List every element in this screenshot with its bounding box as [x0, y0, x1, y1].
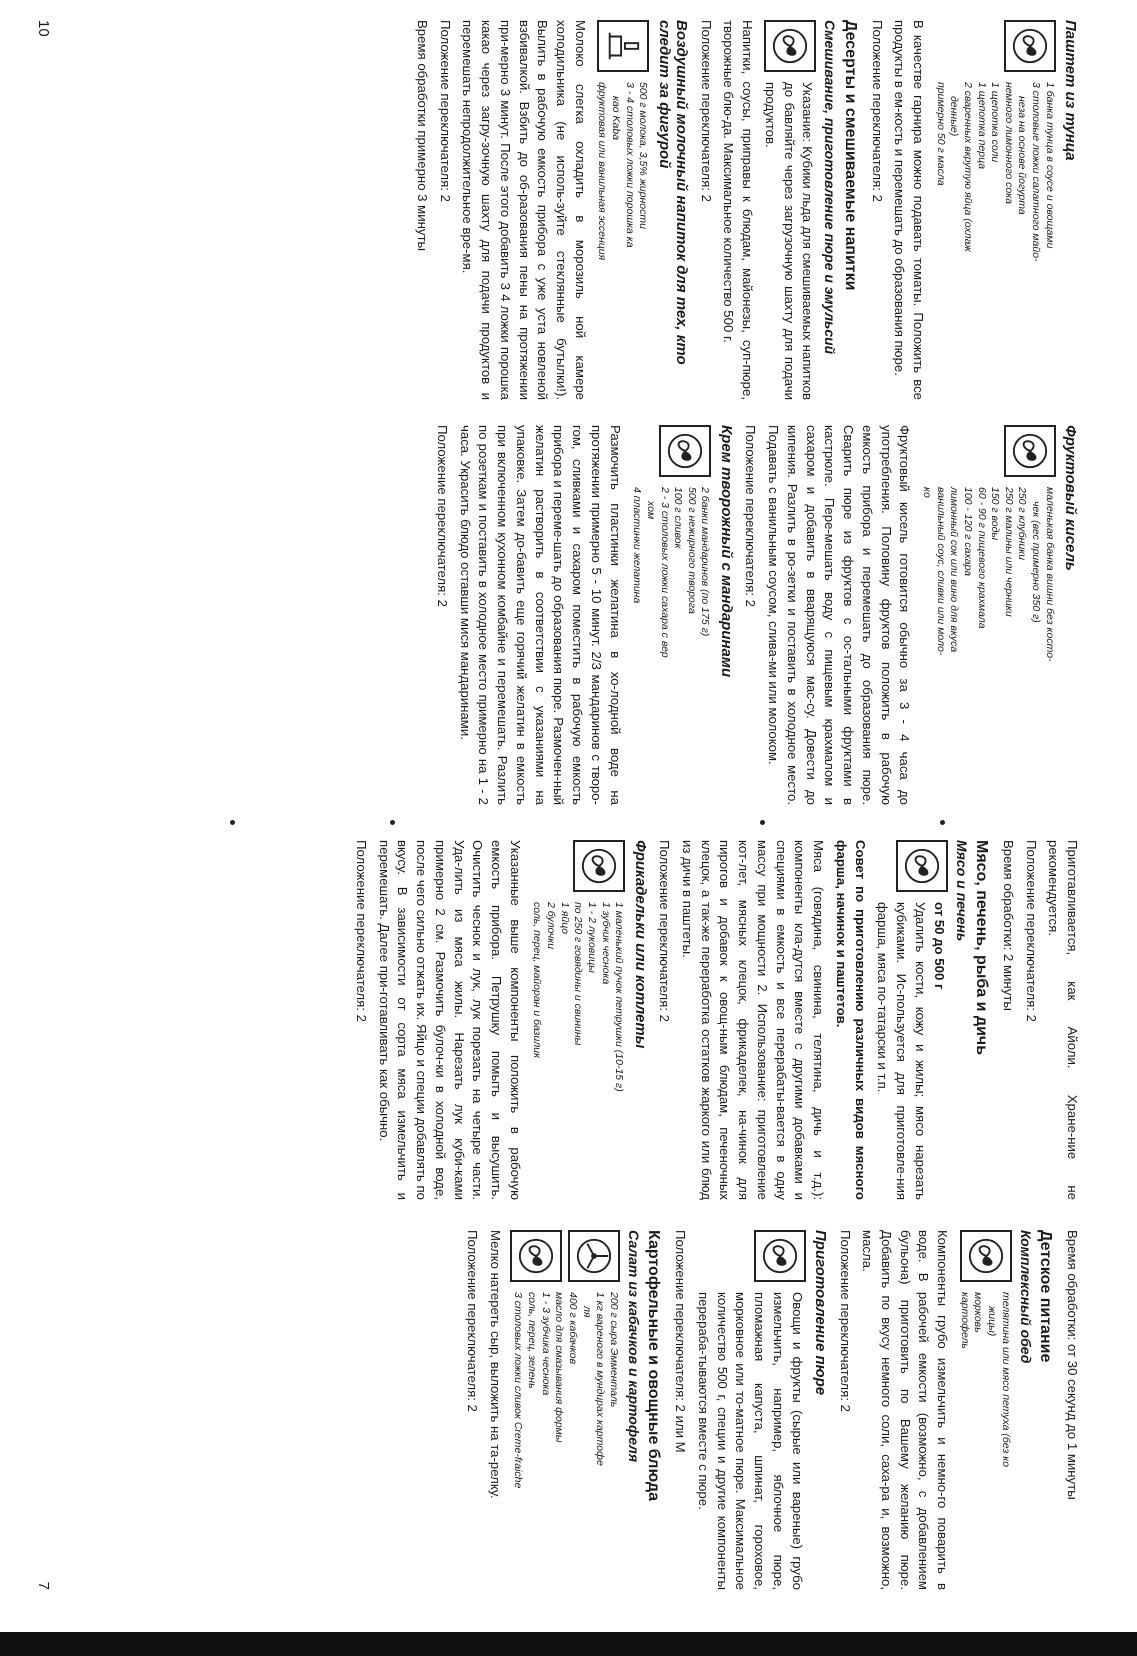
- blade-knife-icon: [1004, 20, 1056, 72]
- gutter-mark: [230, 820, 235, 825]
- tuna-text: В качестве гарнира можно подавать томаты. Положить все продукты в ем-кость и перемешать до образования пюре.: [892, 20, 926, 400]
- milk-ingredients: 500 г молока, 3,5% жирности 3 - 4 столовых ложки порошка ка као Kaba фруктовая или ванильная эссенция: [596, 82, 650, 261]
- cream-switch: Положение переключателя: 2: [435, 425, 451, 607]
- blade-knife-icon: [764, 20, 816, 72]
- meat-switch: Положение переключателя: 2: [657, 840, 673, 1022]
- baby-ingredients: телятина или мясо петуха (без ко жицы) морковь картофель: [958, 1292, 1012, 1468]
- page-number-right: 7: [35, 1581, 52, 1590]
- puree-note-block: [693, 1230, 805, 1590]
- puree-switch: Положение переключателя: 2 или M: [673, 1230, 689, 1453]
- blade-knife-icon: [573, 840, 625, 892]
- grater-disc-icon: [568, 1230, 620, 1282]
- page-left: [35, 20, 1095, 810]
- milk-ingredients-block: [595, 20, 650, 400]
- baby-switch: Положение переключателя: 2: [837, 1230, 853, 1412]
- document-spread: [5, 20, 1095, 1620]
- baby-time: Время обработки: от 30 секунд до 1 минуты: [1065, 1230, 1080, 1500]
- desserts-title: Десерты и смешиваемые напитки: [841, 20, 859, 291]
- meat-text: Мяса (говядина, свинина, телятина, дичь и т.д.): компоненты кла-дутся вместе с другими добавками и специями в емкость и все перерабаты-вается в одну массу при мощности 2. Использование: приготовление кот-лет, мясных клецок, фрикаделек, на-чинок для пирогов и добавок к овощ-ным блюдам, печеночных клецок, а так-же переработка остатков жаркого или блюд из дичи в паштеты.: [680, 840, 827, 1200]
- meat-subtitle: Мясо и печень: [953, 840, 970, 942]
- potato-ingredients-block: [510, 1230, 620, 1590]
- cream-ingredients-block: [630, 425, 712, 805]
- potato-subtitle: Салат из кабачков и картофеля: [626, 1230, 643, 1463]
- cream-text: Размочить пластинки желатина в хо-лодной воде на протяжении примерно 5 - 10 минут. 2/3 мандаринов с творо-гом, сливками и сахаром поместить в рабочую емкость прибора и переме-шать до образования пюре. Размочен-ный желатин растворить в соответствии с указаниями на упаковке. Затем до-бавить еще горячий желатин в емкость при включенном кухонном комбайне и перемешать. Разлить по розеткам и поставить в холодное место примерно на 1 - 2 часа. Украсить блюдо оставши мися мандаринами.: [457, 425, 623, 805]
- meat-amount: от 50 до 500 г: [931, 902, 947, 990]
- potato-ingredients: 200 г сыра Эмменталь 1 кг вареного в мундирах картофе ля 400 г кабачков масло для смазывания формы 1 - 3 зубчика чеснока соль, перец, зелень 3 столовых ложки сливок Creme-fraiche: [512, 1292, 620, 1489]
- right-column-1: [347, 840, 1085, 1200]
- desserts-note-block: [760, 20, 816, 400]
- cutlets-title: Фрикадельки или котлеты: [631, 840, 649, 1049]
- cream-ingredients: 2 банки мандаринов (по 175 г) 500 г нежирного творога 100 г сливок 2 - 3 столовых ложки сахара с вер хом 4 пластинки желатина: [631, 487, 712, 658]
- page-number-left: 10: [35, 20, 52, 37]
- puree-title: Приготовление пюре: [811, 1230, 829, 1396]
- kissel-ingredients: маленькая банка вишни без косто- чек (вес примерно 350 г) 250 г клубники 250 г малины или черники 150 г воды 60 - 90 г пищевого крахмала 100 - 120 г сахара лимонный сок или вино для вкуса ванильный соус, сливки или моло- ко: [920, 487, 1056, 662]
- kissel-switch: Положение переключателя: 2: [743, 425, 759, 607]
- blade-knife-icon: [1004, 425, 1056, 477]
- gutter-mark: [940, 820, 945, 825]
- baby-text: Компоненты грубо измельчить и немно-го поварить в воде. В рабочей емкости (возможно, с добавлением бульона) приготовить по Вашему желанию пюре. Добавить по вкусу немного соли, саха-ра и, возможно, масла.: [860, 1230, 951, 1590]
- cream-title: Крем творожный с мандаринами: [717, 425, 735, 678]
- cutlets-ingredients: 1 маленький пучок петрушки (10-15 г) 1 зубчик чеснока 1 - 2 луковицы по 250 г говядины и свинины 1 яйцо 2 булочки соль, перец, майоран и базилик: [531, 902, 626, 1092]
- milk-switch: Положение переключателя: 2: [437, 20, 453, 202]
- potato-switch: Положение переключателя: 2: [465, 1230, 481, 1412]
- page-right: [35, 840, 1095, 1600]
- milk-time: Время обработки примерно 3 минуты: [414, 20, 430, 252]
- blade-knife-icon: [896, 840, 948, 892]
- blade-knife-icon: [510, 1230, 562, 1282]
- aioli-switch: Положение переключателя: 2: [1023, 840, 1039, 1022]
- milk-title: Воздушный молочный напиток для тех, кто следит за фигурой: [655, 20, 690, 365]
- potato-title: Картофельные и овощные блюда: [645, 1230, 663, 1501]
- kissel-ingredients-block: [919, 425, 1055, 805]
- meat-note-block: [873, 840, 948, 1200]
- gutter-mark: [390, 820, 395, 825]
- desserts-subtitle: Смешивание, приготовление пюре и эмульсий: [822, 20, 839, 355]
- desserts-text: Напитки, соусы, приправы к блюдам, майонезы, суп-пюре, творожные блю-да. Максимальное количество 500 г.: [721, 20, 756, 400]
- aioli-time: Время обработки: 2 минуты: [1000, 840, 1016, 1011]
- tuna-title: Паштет из тунца: [1062, 20, 1079, 161]
- tuna-switch: Положение переключателя: 2: [869, 20, 885, 202]
- cutlets-text: Указанные выше компоненты положить в рабочую емкость прибора. Петрушку помыть и высушить. Очистить чеснок и лук, лук порезать на четыре части. Уда-лить из мяса жилы. Нарезать лук куби-ками примерно 2 см. Размочить булоч-ки в холодной воде, после чего сильно отжать их. Яйцо и специи добавлять по вкусу. В зависимости от сорта мяса измельчить и перемешать. Далее при-готавливать как обычно.: [376, 840, 523, 1200]
- tuna-ingredients: 1 банка тунца в соусе и овощами 3 столовые ложки салатного майо- неза на основе йогурта немного лимонного сока 1 щепотка соли 1 щепотка перца 2 сваренных вкрутую яйца (охлаж денные) примерно 50 г масла: [934, 82, 1056, 262]
- tuna-ingredients-block: [933, 20, 1056, 400]
- desserts-switch: Положение переключателя: 2: [698, 20, 714, 202]
- puree-note: Овощи и фрукты (сырые или вареные) грубо измельчить, например, яблочное пюре, пломажная капуста, шпинат, гороховое, морковное или то-матное пюре. Максимальное количество 500 г, специи и другие компоненты перераба-тываются вместе с пюре.: [695, 1292, 805, 1590]
- meat-note: Удалить кости, кожу и жилы; мясо нарезать кубиками. Ис-пользуется для приготовле-ния фарша, мяса по-татарски и т.п.: [875, 902, 928, 1200]
- scan-bottom-bar: [0, 1632, 1137, 1656]
- blade-knife-icon: [960, 1230, 1012, 1282]
- baby-title: Детское питание: [1037, 1230, 1055, 1363]
- cutlets-ingredients-block: [530, 840, 625, 1200]
- left-column-2: [428, 425, 1085, 805]
- whisk-attachment-icon: [597, 20, 649, 72]
- potato-text: Мелко натереть сыр, выложить на та-релку.: [487, 1230, 503, 1499]
- desserts-note: Указание: Кубики льда для смешиваемых напитков до бавляйте через загрузочную шахту для подачи продуктов.: [762, 82, 816, 400]
- cutlets-switch: Положение переключателя: 2: [353, 840, 369, 1022]
- baby-subtitle: Комплексный обед: [1017, 1230, 1034, 1364]
- aioli-intro: Приготавливается, как Айоли. Хране-ние не рекомендуется.: [1046, 840, 1080, 1200]
- meat-advice-title: Совет по приготовлению различных видов мясного фарша, начинок и паштетов.: [833, 840, 868, 1200]
- blade-knife-icon: [754, 1230, 806, 1282]
- kissel-title: Фруктовый кисель: [1062, 425, 1079, 571]
- baby-ingredients-block: [957, 1230, 1012, 1590]
- left-column-1: [408, 20, 1085, 400]
- meat-title: Мясо, печень, рыба и дичь: [973, 840, 991, 1056]
- blade-knife-icon: [659, 425, 711, 477]
- right-column-2: [458, 1230, 1085, 1590]
- gutter-mark: [760, 820, 765, 825]
- milk-text: Молоко слегка охладить в морозиль ной камере холодильника (не исполь-зуйте стеклянные бутылки!). Вылить в рабочую емкость прибора с уже уста новленой взбивалкой. Взбить до об-разования пены на протяжении при-мерно 3 минут. После этого добавить 3 4 ложки порошка какао через загру-зочную шахту для подачи продуктов и перемешать непродолжительное вре-мя.: [460, 20, 588, 400]
- kissel-text: Фруктовый кисель готовится обычно за 3 - 4 часа до употребления. Половину фруктов положить в рабочую емкость прибора и перемешать до образования пюре. Сварить пюре из фруктов с ос-тальными фруктами в кастрюле. Пере-мешать воду с пищевым крахмалом и сахаром и добавить в вварящуюся мас-су. Довести до кипения. Разлить в ро-зетки и поставить в холодное место. Подавать с ванильным соусом, слива-ми или молоком.: [766, 425, 913, 805]
